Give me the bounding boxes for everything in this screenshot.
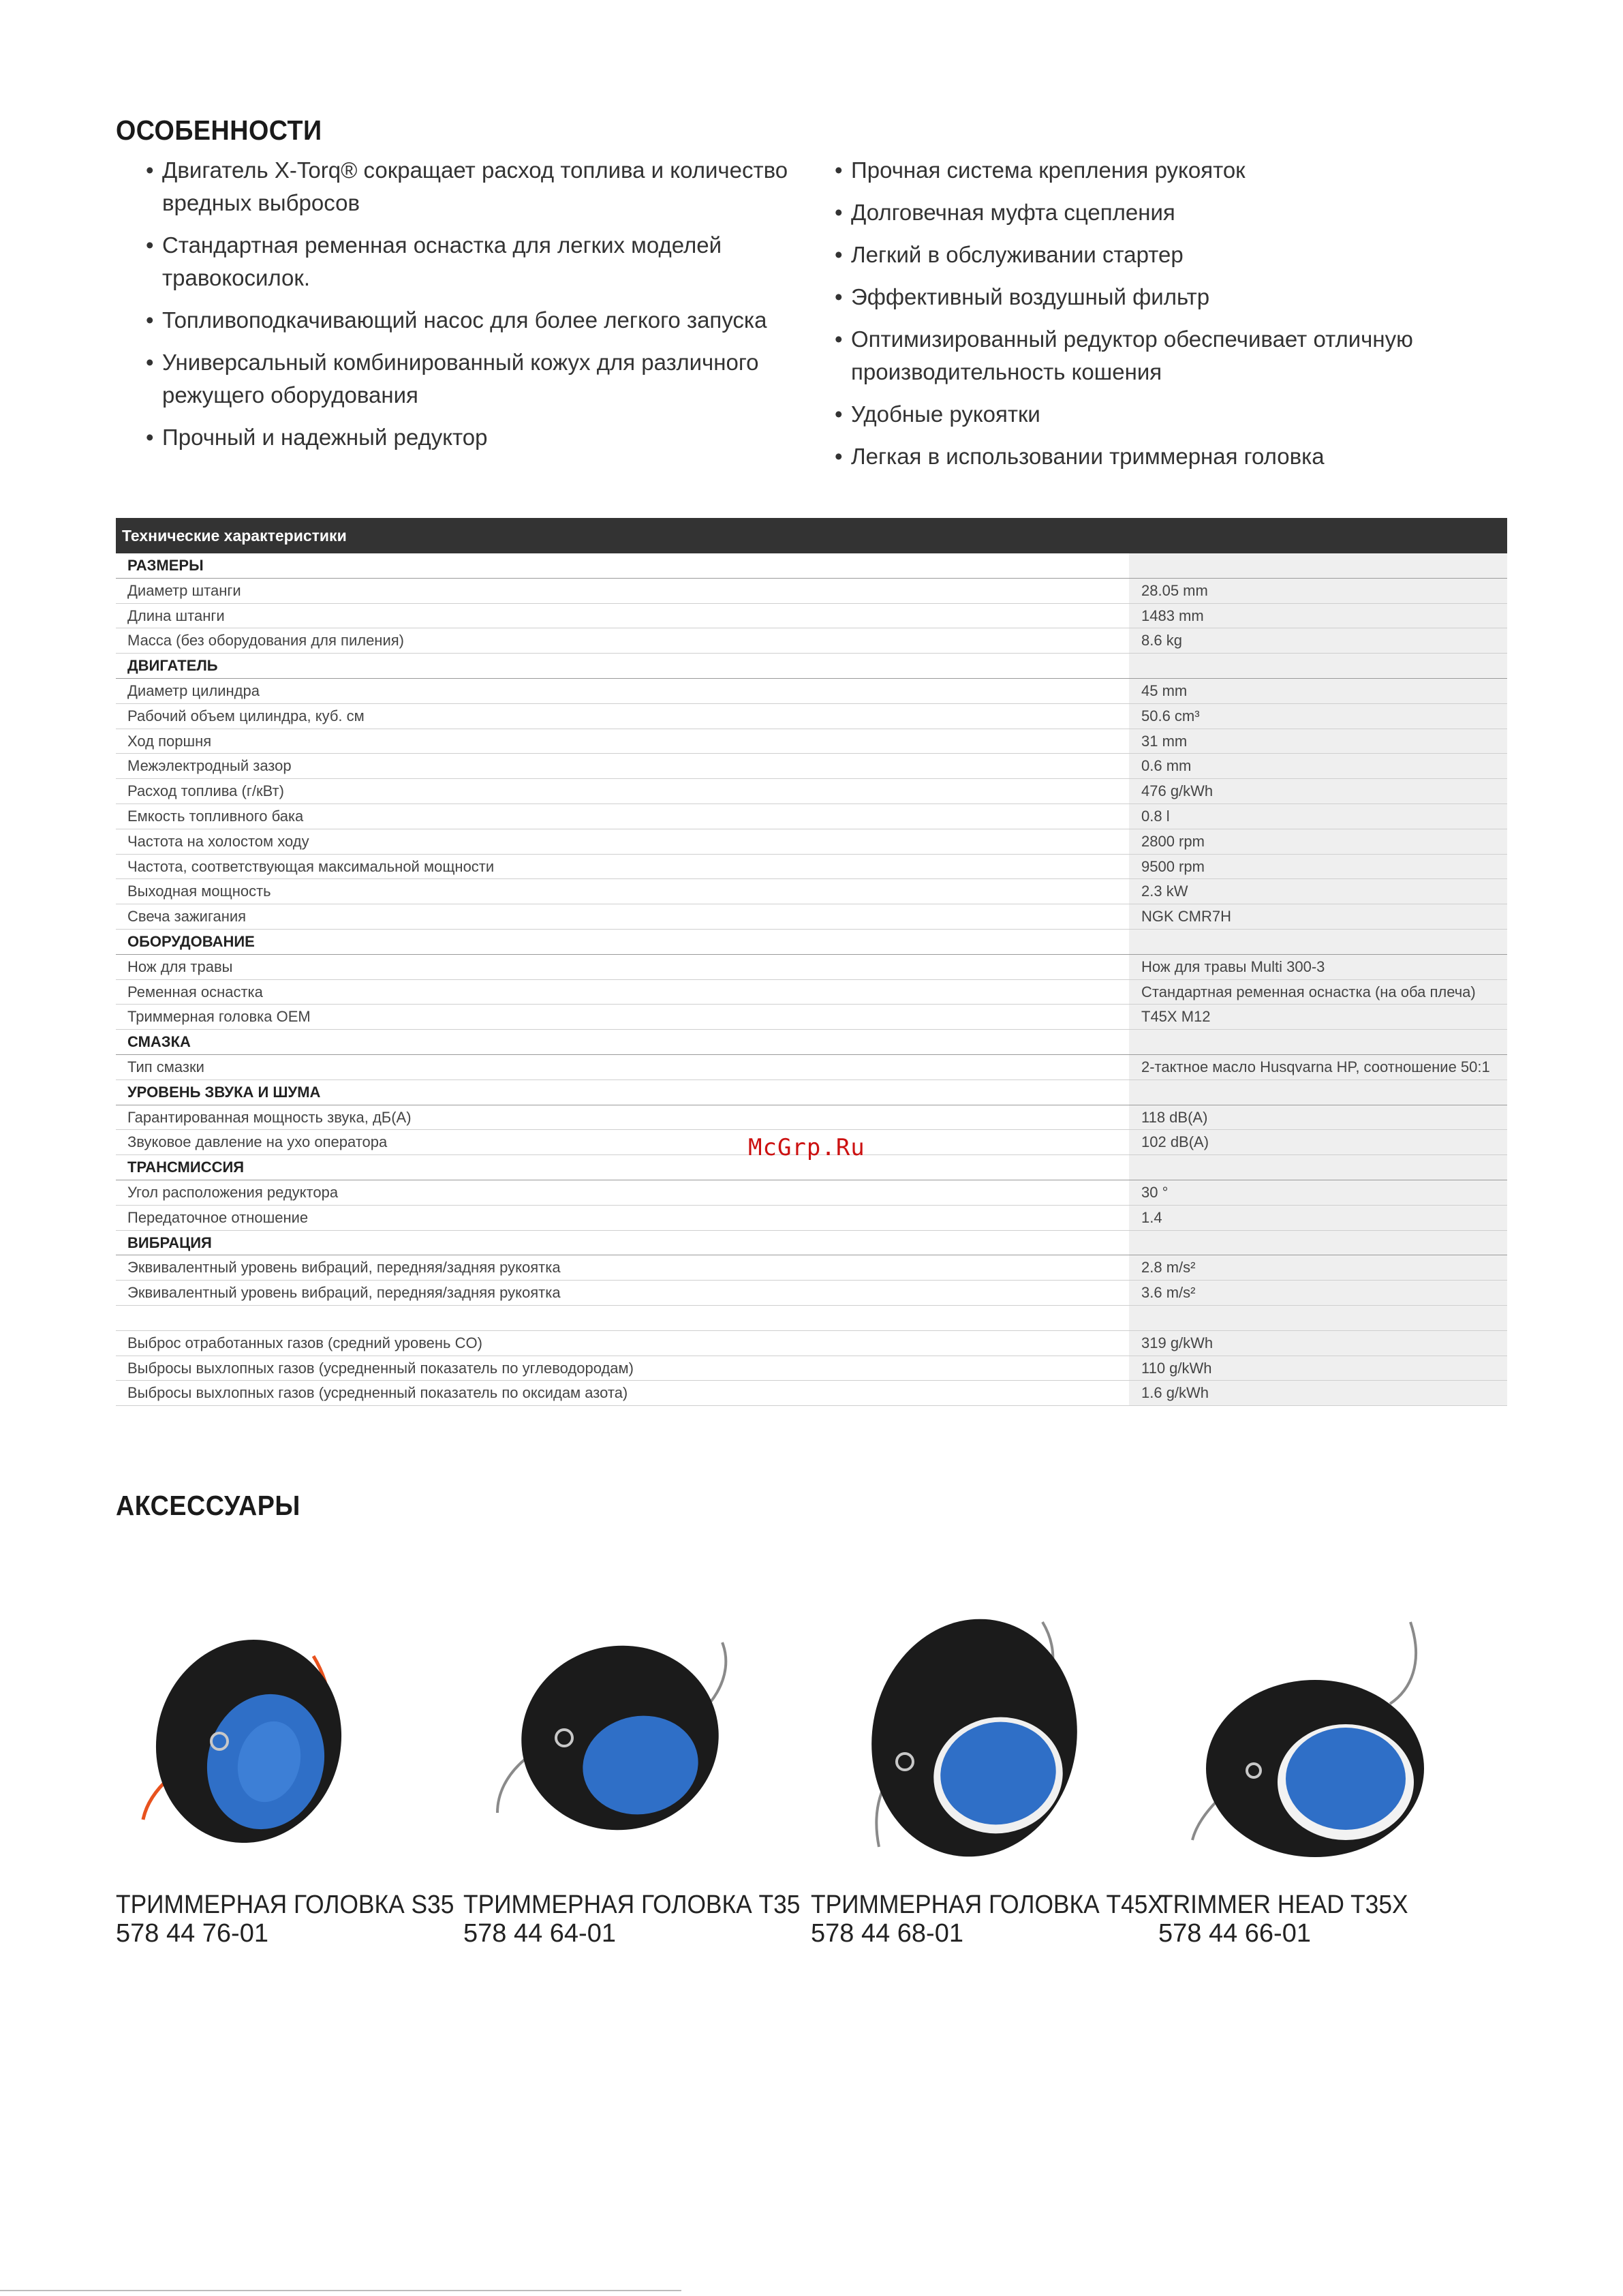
spec-value: [1129, 1231, 1507, 1255]
spec-row: [116, 604, 1507, 629]
accessory-code-t35x: 578 44 66-01: [1158, 1919, 1311, 1948]
spec-value: Нож для травы Multi 300-3: [1129, 955, 1507, 979]
spec-value: [1129, 553, 1507, 578]
spec-value: 1483 mm: [1129, 604, 1507, 628]
spec-value: [1129, 1155, 1507, 1180]
accessories-title: АКСЕССУАРЫ: [116, 1490, 300, 1521]
spec-label: Диаметр штанги: [127, 581, 241, 599]
spec-label: Эквивалентный уровень вибраций, передняя/задняя рукоятка: [127, 1259, 561, 1276]
accessory-name-t35x: TRIMMER HEAD T35X: [1158, 1891, 1408, 1919]
spec-value: 2.8 m/s²: [1129, 1255, 1507, 1280]
spec-label: Частота, соответствующая максимальной мощности: [127, 857, 495, 875]
spec-category-row: [116, 1030, 1507, 1055]
spec-label: Передаточное отношение: [127, 1208, 309, 1226]
spec-label: Угол расположения редуктора: [127, 1183, 339, 1201]
spec-row: [116, 879, 1507, 904]
spec-category-label: ТРАНСМИССИЯ: [127, 1159, 245, 1176]
spec-row: [116, 754, 1507, 779]
spec-label: Выбросы выхлопных газов (усредненный показатель по оксидам азота): [127, 1384, 628, 1402]
spec-row: [116, 1105, 1507, 1131]
spec-value: 28.05 mm: [1129, 579, 1507, 603]
spec-row: [116, 1180, 1507, 1206]
spec-category-label: ВИБРАЦИЯ: [127, 1234, 212, 1251]
feature-item: • Легкая в использовании триммерная головка: [835, 440, 1489, 473]
watermark: McGrp.Ru: [748, 1134, 865, 1161]
spec-row: [116, 729, 1507, 754]
spec-value: 31 mm: [1129, 729, 1507, 754]
spec-row: [116, 628, 1507, 654]
spec-row: [116, 980, 1507, 1005]
accessory-t35x: [1186, 1595, 1540, 1881]
footer-rule: [0, 2290, 681, 2291]
feature-item: • Стандартная ременная оснастка для легких моделей травокосилок.: [146, 229, 800, 294]
spec-table-header: Технические характеристики: [116, 518, 1507, 553]
spec-label: Расход топлива (г/кВт): [127, 782, 284, 800]
spec-category-row: [116, 930, 1507, 955]
spec-value: T45X M12: [1129, 1005, 1507, 1029]
spec-category-label: УРОВЕНЬ ЗВУКА И ШУМА: [127, 1083, 321, 1101]
feature-item: • Долговечная муфта сцепления: [835, 196, 1489, 229]
spec-row: [116, 679, 1507, 704]
spec-value: 3.6 m/s²: [1129, 1281, 1507, 1305]
spec-category-row: [116, 654, 1507, 679]
feature-item: • Удобные рукоятки: [835, 398, 1489, 431]
spec-table: [116, 518, 1507, 1406]
spec-row: [116, 855, 1507, 880]
spec-value: 50.6 cm³: [1129, 704, 1507, 729]
accessory-name-t45x: ТРИММЕРНАЯ ГОЛОВКА T45X: [811, 1891, 1164, 1919]
spec-row: [116, 829, 1507, 855]
feature-item: • Прочная система крепления рукояток: [835, 154, 1489, 187]
feature-item: • Эффективный воздушный фильтр: [835, 281, 1489, 313]
spec-row: [116, 804, 1507, 829]
trimmer-head-t45x-image: [838, 1595, 1097, 1881]
spec-row: [116, 579, 1507, 604]
spec-value: [1129, 1080, 1507, 1105]
spec-value: 30 °: [1129, 1180, 1507, 1205]
spec-row: [116, 1381, 1507, 1406]
spec-value: 0.8 l: [1129, 804, 1507, 829]
spec-row: [116, 779, 1507, 804]
spec-label: [116, 1306, 1129, 1330]
spec-value: NGK CMR7H: [1129, 904, 1507, 929]
accessory-name-s35: ТРИММЕРНАЯ ГОЛОВКА S35: [116, 1891, 454, 1919]
trimmer-head-s35-image: [129, 1595, 375, 1854]
feature-item: • Прочный и надежный редуктор: [146, 421, 800, 454]
feature-item: • Универсальный комбинированный кожух для различного режущего оборудования: [146, 346, 800, 412]
accessory-t35: [477, 1595, 831, 1854]
feature-item: • Топливоподкачивающий насос для более легкого запуска: [146, 304, 800, 337]
spec-label: Тип смазки: [127, 1058, 204, 1075]
spec-label: Диаметр цилиндра: [127, 682, 260, 699]
spec-label: Выходная мощность: [127, 883, 271, 900]
spec-value: 9500 rpm: [1129, 855, 1507, 879]
spec-category-label: ДВИГАТЕЛЬ: [127, 657, 218, 675]
features-list-left: [146, 154, 800, 463]
spec-label: Ременная оснастка: [127, 983, 263, 1000]
spec-value: 0.6 mm: [1129, 754, 1507, 778]
spec-row: [116, 904, 1507, 930]
feature-item: • Двигатель X-Torq® сокращает расход топлива и количество вредных выбросов: [146, 154, 800, 219]
spec-category-label: ОБОРУДОВАНИЕ: [127, 932, 255, 950]
spec-value: 2-тактное масло Husqvarna HP, соотношение 50:1: [1129, 1055, 1507, 1080]
spec-row: [116, 1281, 1507, 1306]
spec-value: 45 mm: [1129, 679, 1507, 703]
spec-row: [116, 955, 1507, 980]
spec-category-label: РАЗМЕРЫ: [127, 557, 204, 574]
spec-label: Емкость топливного бака: [127, 807, 304, 825]
spec-category-row: [116, 1231, 1507, 1256]
spec-label: Ход поршня: [127, 732, 212, 750]
spec-value: [1129, 930, 1507, 954]
spec-value: 110 g/kWh: [1129, 1356, 1507, 1381]
spec-value: [1129, 654, 1507, 678]
spec-value: Стандартная ременная оснастка (на оба плеча): [1129, 980, 1507, 1005]
accessory-code-t35: 578 44 64-01: [463, 1919, 616, 1948]
spec-label: Межэлектродный зазор: [127, 757, 292, 775]
spec-value: [1129, 1030, 1507, 1054]
spec-label: Длина штанги: [127, 607, 225, 624]
spec-row: [116, 704, 1507, 729]
accessory-s35: [129, 1595, 484, 1854]
spec-value: 1.4: [1129, 1206, 1507, 1230]
spec-label: Звуковое давление на ухо оператора: [127, 1133, 388, 1151]
spec-label: Частота на холостом ходу: [127, 832, 309, 850]
spec-row: [116, 1055, 1507, 1080]
spec-category-row: [116, 553, 1507, 579]
accessory-t45x: [838, 1595, 1192, 1881]
spec-label: Масса (без оборудования для пиления): [127, 632, 404, 649]
trimmer-head-t35x-image: [1186, 1595, 1431, 1881]
spec-value: 476 g/kWh: [1129, 779, 1507, 803]
spec-row: [116, 1331, 1507, 1356]
spec-category-label: СМАЗКА: [127, 1033, 191, 1051]
trimmer-head-t35-image: [477, 1595, 749, 1854]
accessory-code-s35: 578 44 76-01: [116, 1919, 268, 1948]
spec-label: Эквивалентный уровень вибраций, передняя/задняя рукоятка: [127, 1284, 561, 1302]
spec-label: Триммерная головка OEM: [127, 1008, 311, 1026]
spec-label: Свеча зажигания: [127, 908, 247, 925]
feature-item: • Легкий в обслуживании стартер: [835, 239, 1489, 271]
spec-value: 8.6 kg: [1129, 628, 1507, 653]
spec-value: 1.6 g/kWh: [1129, 1381, 1507, 1405]
accessory-name-t35: ТРИММЕРНАЯ ГОЛОВКА T35: [463, 1891, 801, 1919]
spec-label: Выброс отработанных газов (средний уровень CO): [127, 1334, 482, 1351]
features-list-right: [835, 154, 1489, 483]
spec-value: [1129, 1306, 1507, 1330]
spec-value: 2800 rpm: [1129, 829, 1507, 854]
spec-value: 319 g/kWh: [1129, 1331, 1507, 1356]
spec-row: [116, 1206, 1507, 1231]
accessory-code-t45x: 578 44 68-01: [811, 1919, 963, 1948]
spec-row: [116, 1356, 1507, 1381]
features-title: ОСОБЕННОСТИ: [116, 114, 322, 146]
spec-row: [116, 1005, 1507, 1030]
spec-label: Выбросы выхлопных газов (усредненный показатель по углеводородам): [127, 1359, 634, 1377]
spec-label: Нож для травы: [127, 958, 233, 975]
spec-category-row: [116, 1080, 1507, 1105]
spec-value: 102 dB(A): [1129, 1130, 1507, 1154]
spec-label: Гарантированная мощность звука, дБ(А): [127, 1108, 412, 1126]
spec-value: 118 dB(A): [1129, 1105, 1507, 1130]
spec-value: 2.3 kW: [1129, 879, 1507, 904]
spec-label: Рабочий объем цилиндра, куб. см: [127, 707, 365, 724]
feature-item: • Оптимизированный редуктор обеспечивает отличную производительность кошения: [835, 323, 1489, 388]
spec-row: [116, 1255, 1507, 1281]
spec-row: [116, 1306, 1507, 1331]
